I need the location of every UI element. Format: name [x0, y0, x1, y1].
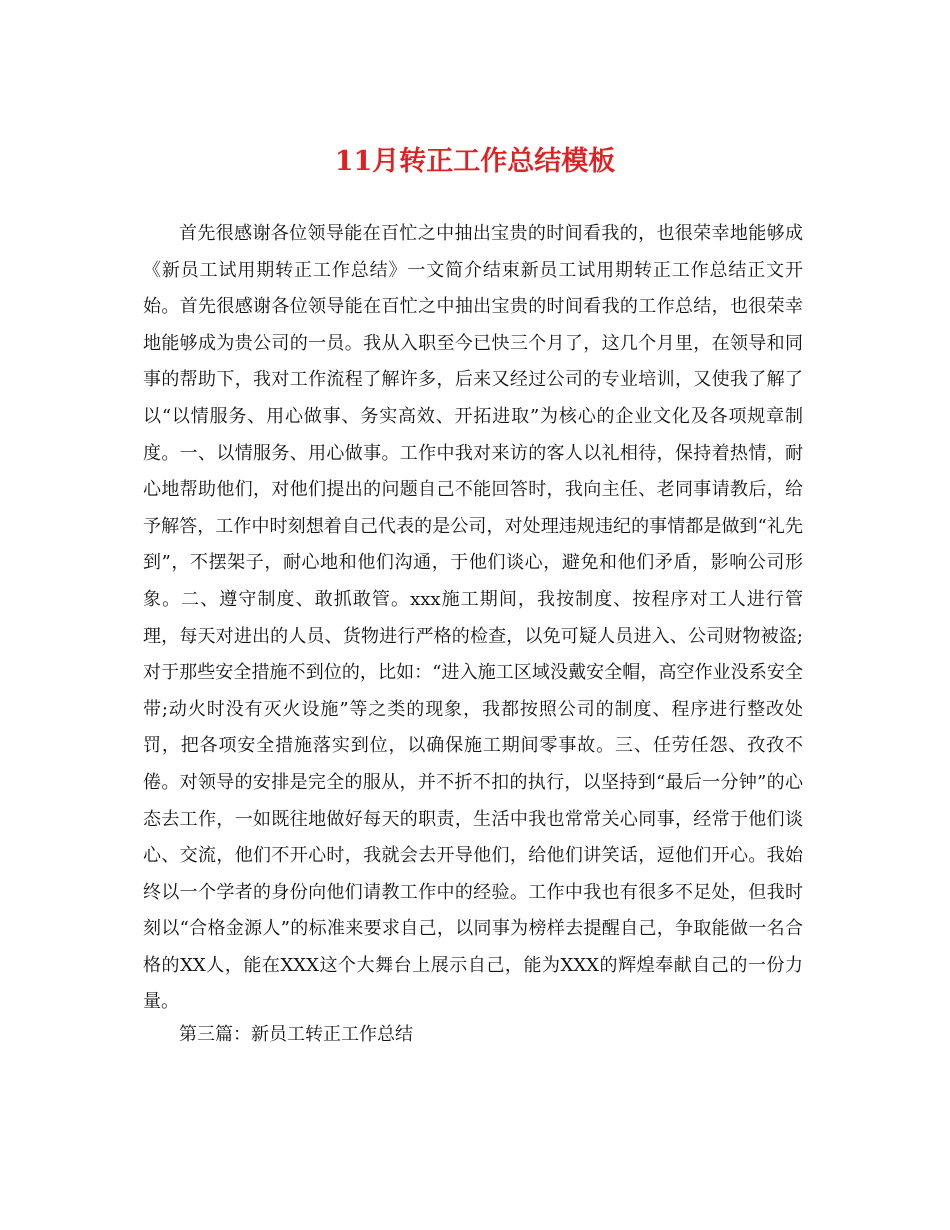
- body-paragraph: 首先很感谢各位领导能在百忙之中抽出宝贵的时间看我的，也很荣幸地能够成《新员工试用期转正工作总结》一文简介结束新员工试用期转正工作总结正文开始。首先很感谢各位领导能在百忙之中抽出宝贵的时间看我的工作总结，也很荣幸地能够成为贵公司的一员。我从入职至今已快三个月了，这几个月里，在领导和同事的帮助下，我对工作流程了解许多，后来又经过公司的专业培训，又使我了解了以“以情服务、用心做事、务实高效、开拓进取”为核心的企业文化及各项规章制度。一、以情服务、用心做事。工作中我对来访的客人以礼相待，保持着热情，耐心地帮助他们，对他们提出的问题自己不能回答时，我向主任、老同事请教后，给予解答，工作中时刻想着自己代表的是公司，对处理违规违纪的事情都是做到“礼先到”，不摆架子，耐心地和他们沟通，于他们谈心，避免和他们矛盾，影响公司形象。二、遵守制度、敢抓敢管。xxx施工期间，我按制度、按程序对工人进行管理，每天对进出的人员、货物进行严格的检查，以免可疑人员进入、公司财物被盗;对于那些安全措施不到位的，比如：“进入施工区域没戴安全帽，高空作业没系安全带;动火时没有灭火设施”等之类的现象，我都按照公司的制度、程序进行整改处罚，把各项安全措施落实到位，以确保施工期间零事故。三、任劳任怨、孜孜不倦。对领导的安排是完全的服从，并不折不扣的执行，以坚持到“最后一分钟”的心态去工作，一如既往地做好每天的职责，生活中我也常常关心同事，经常于他们谈心、交流，他们不开心时，我就会去开导他们，给他们讲笑话，逗他们开心。我始终以一个学者的身份向他们请教工作中的经验。工作中我也有很多不足处，但我时刻以“合格金源人”的标准来要求自己，以同事为榜样去提醒自己，争取能做一名合格的XX人，能在XXX这个大舞台上展示自己，能为XXX的辉煌奉献自己的一份力量。: [143, 223, 803, 1013]
- document-title: 11月转正工作总结模板: [334, 146, 616, 177]
- section-heading: 第三篇：新员工转正工作总结: [179, 1024, 413, 1045]
